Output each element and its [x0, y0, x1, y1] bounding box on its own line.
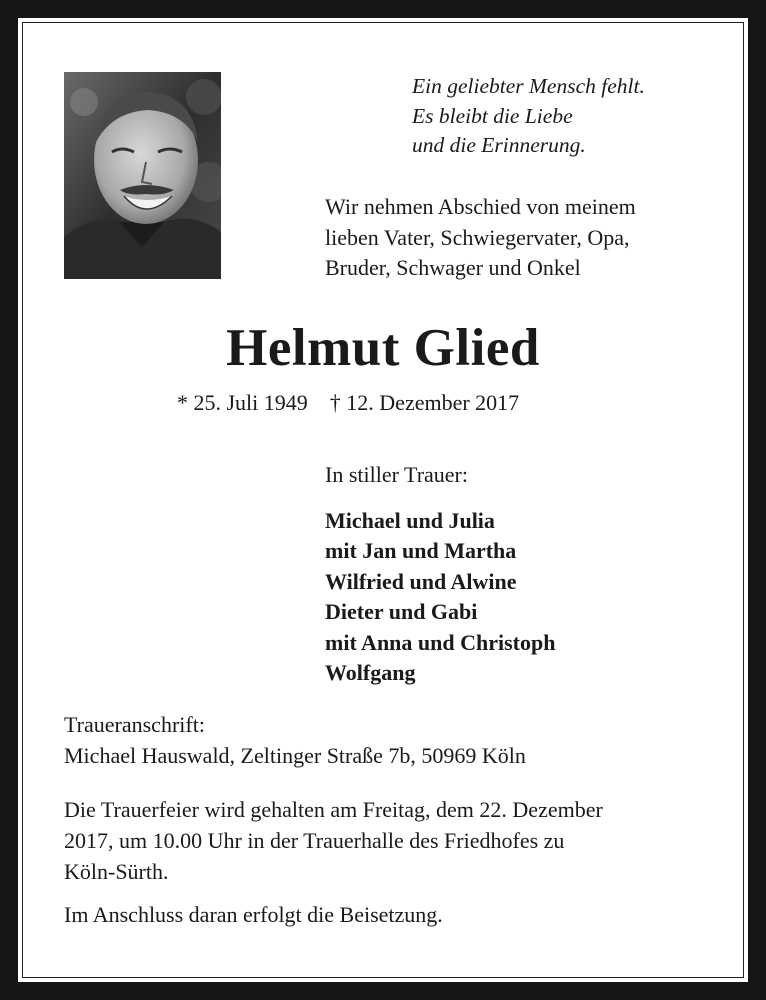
mourning-address [64, 709, 526, 771]
life-dates [177, 388, 519, 418]
portrait-photo [64, 72, 221, 279]
mourner-name: Wilfried und Alwine [325, 568, 517, 594]
farewell-intro [325, 192, 725, 284]
quote-line: Es bleibt die Liebe [412, 103, 573, 128]
ceremony-line: Köln-Sürth. [64, 859, 169, 884]
address-value: Michael Hauswald, Zeltinger Straße 7b, 50969 Köln [64, 743, 526, 768]
ceremony-line: 2017, um 10.00 Uhr in der Trauerhalle des Friedhofes zu [64, 828, 565, 853]
burial-info: Im Anschluss daran erfolgt die Beisetzung. [64, 902, 443, 927]
mourning-heading: In stiller Trauer: [325, 462, 468, 487]
ceremony-info [64, 794, 603, 887]
deceased-name: Helmut Glied [226, 319, 540, 377]
mourner-name: Michael und Julia [325, 508, 495, 533]
intro-line: lieben Vater, Schwiegervater, Opa, [325, 224, 630, 250]
address-label: Traueranschrift: [64, 712, 205, 737]
quote [412, 72, 742, 161]
quote-line: und die Erinnerung. [412, 133, 586, 157]
mourner-name: mit Anna und Christoph [325, 629, 556, 655]
intro-line: Wir nehmen Abschied von meinem [325, 194, 636, 219]
mourner-name: Dieter und Gabi [325, 599, 478, 625]
mourner-name: Wolfgang [325, 660, 416, 686]
mourner-name: mit Jan und Martha [325, 538, 517, 564]
quote-line: Ein geliebter Mensch fehlt. [412, 74, 645, 98]
intro-line: Bruder, Schwager und Onkel [325, 255, 581, 280]
ceremony-line: Die Trauerfeier wird gehalten am Freitag, dem 22. Dezember [64, 797, 603, 822]
death-date: † 12. Dezember 2017 [329, 390, 520, 415]
portrait-image [64, 72, 221, 279]
mourners-list [325, 506, 555, 688]
birth-date: * 25. Juli 1949 [177, 390, 308, 415]
